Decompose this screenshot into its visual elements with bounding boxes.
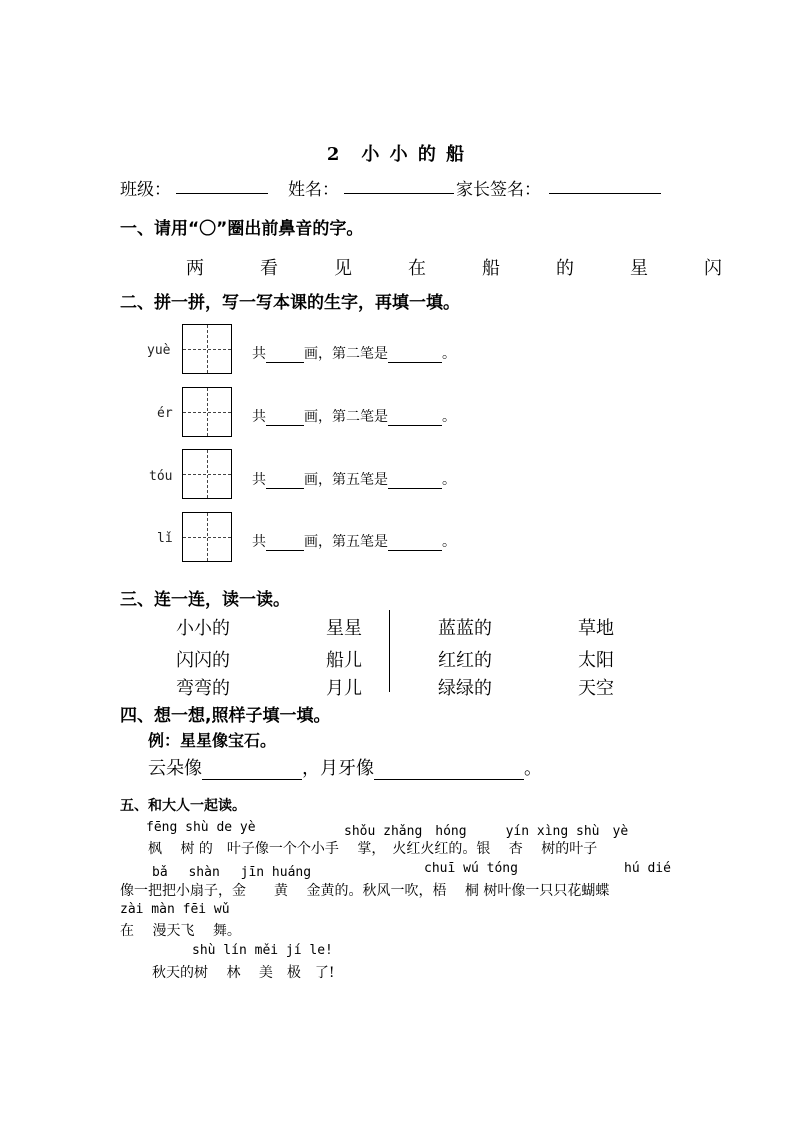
stroke-count-blank[interactable] — [266, 536, 304, 551]
stroke-order-blank[interactable] — [388, 411, 442, 426]
period: 。 — [442, 534, 456, 550]
reading-text: 在 漫天飞 舞。 — [120, 923, 241, 939]
stroke-question — [252, 406, 456, 426]
stroke-count-blank[interactable] — [266, 348, 304, 363]
char-item[interactable]: 见 — [334, 258, 352, 279]
divider-line — [389, 610, 390, 692]
stroke-count-blank[interactable] — [266, 474, 304, 489]
name-blank[interactable] — [344, 176, 454, 194]
stroke-question — [252, 343, 456, 363]
total-label: 共 — [252, 346, 266, 362]
fill-label: ，月牙像 — [302, 758, 374, 779]
char-item[interactable]: 的 — [556, 258, 574, 279]
match-item[interactable]: 草地 — [578, 618, 614, 639]
stroke-count-blank[interactable] — [266, 411, 304, 426]
example-sentence: 例：星星像宝石。 — [148, 731, 277, 750]
stroke-mid-label: 画，第五笔是 — [304, 472, 388, 488]
reading-text: 秋天的树 林 美 极 了! — [152, 965, 335, 981]
writing-grid-box[interactable] — [182, 387, 232, 437]
parent-signature-blank[interactable] — [549, 176, 661, 194]
match-item[interactable]: 蓝蓝的 — [438, 618, 492, 639]
match-item[interactable]: 月儿 — [326, 678, 362, 699]
stroke-mid-label: 画，第二笔是 — [304, 409, 388, 425]
match-item[interactable]: 天空 — [578, 678, 614, 699]
match-item[interactable]: 小小的 — [176, 618, 230, 639]
section2-heading: 二、拼一拼，写一写本课的生字，再填一填。 — [120, 293, 460, 313]
char-item[interactable]: 闪 — [704, 258, 722, 279]
stroke-question — [252, 531, 456, 551]
section4-heading: 四、想一想,照样子填一填。 — [120, 706, 331, 726]
reading-pinyin: fēng shù de yè — [146, 820, 256, 835]
match-item[interactable]: 闪闪的 — [176, 650, 230, 671]
section1-heading: 一、请用“〇”圈出前鼻音的字。 — [120, 219, 364, 239]
parent-signature-label: 家长签名： — [456, 180, 541, 200]
total-label: 共 — [252, 409, 266, 425]
class-blank[interactable] — [176, 176, 268, 194]
char-item[interactable]: 两 — [186, 258, 204, 279]
section1-chars — [186, 254, 778, 280]
reading-text: 枫 树 的 叶子像一个个小手 掌， 火红火红的。银 杏 树的叶子 — [148, 841, 598, 857]
period: 。 — [442, 409, 456, 425]
reading-pinyin: shù lín měi jí le! — [192, 943, 333, 958]
match-item[interactable]: 弯弯的 — [176, 678, 230, 699]
fill-blank[interactable] — [202, 761, 302, 780]
section3-heading: 三、连一连，读一读。 — [120, 590, 290, 610]
reading-pinyin: shǒu zhǎng hóng yín xìng shù yè — [344, 824, 629, 839]
stroke-order-blank[interactable] — [388, 474, 442, 489]
fill-label: 云朵像 — [148, 758, 202, 779]
match-item[interactable]: 船儿 — [326, 650, 362, 671]
writing-grid-box[interactable] — [182, 512, 232, 562]
writing-grid-box[interactable] — [182, 324, 232, 374]
char-item[interactable]: 在 — [408, 258, 426, 279]
stroke-order-blank[interactable] — [388, 348, 442, 363]
period: 。 — [442, 346, 456, 362]
pinyin-label: yuè — [147, 343, 171, 358]
stroke-mid-label: 画，第二笔是 — [304, 346, 388, 362]
stroke-question — [252, 469, 456, 489]
match-item[interactable]: 星星 — [326, 618, 362, 639]
period: 。 — [524, 758, 542, 779]
char-item[interactable]: 船 — [482, 258, 500, 279]
writing-grid-box[interactable] — [182, 449, 232, 499]
total-label: 共 — [252, 534, 266, 550]
class-label: 班级： — [120, 180, 171, 200]
pinyin-label: ér — [157, 406, 173, 421]
pinyin-label: lǐ — [157, 531, 173, 546]
total-label: 共 — [252, 472, 266, 488]
name-label: 姓名： — [288, 180, 339, 200]
period: 。 — [442, 472, 456, 488]
section5-heading: 五、和大人一起读。 — [120, 798, 246, 814]
stroke-order-blank[interactable] — [388, 536, 442, 551]
page-title: 2 小 小 的 船 — [326, 144, 467, 165]
char-item[interactable]: 看 — [260, 258, 278, 279]
reading-pinyin: zài màn fēi wǔ — [120, 902, 230, 917]
match-item[interactable]: 绿绿的 — [438, 678, 492, 699]
reading-pinyin: bǎ shàn jīn huáng — [152, 865, 312, 880]
reading-pinyin: chuī wú tóng — [424, 861, 518, 876]
stroke-mid-label: 画，第五笔是 — [304, 534, 388, 550]
char-item[interactable]: 星 — [630, 258, 648, 279]
fill-sentence — [148, 754, 542, 780]
match-item[interactable]: 红红的 — [438, 650, 492, 671]
match-item[interactable]: 太阳 — [578, 650, 614, 671]
pinyin-label: tóu — [149, 469, 173, 484]
reading-pinyin: hú dié — [624, 861, 671, 876]
reading-text: 像一把把小扇子，金 黄 金黄的。秋风一吹，梧 桐 树叶像一只只花蝴蝶 — [120, 883, 610, 899]
fill-blank[interactable] — [374, 761, 524, 780]
